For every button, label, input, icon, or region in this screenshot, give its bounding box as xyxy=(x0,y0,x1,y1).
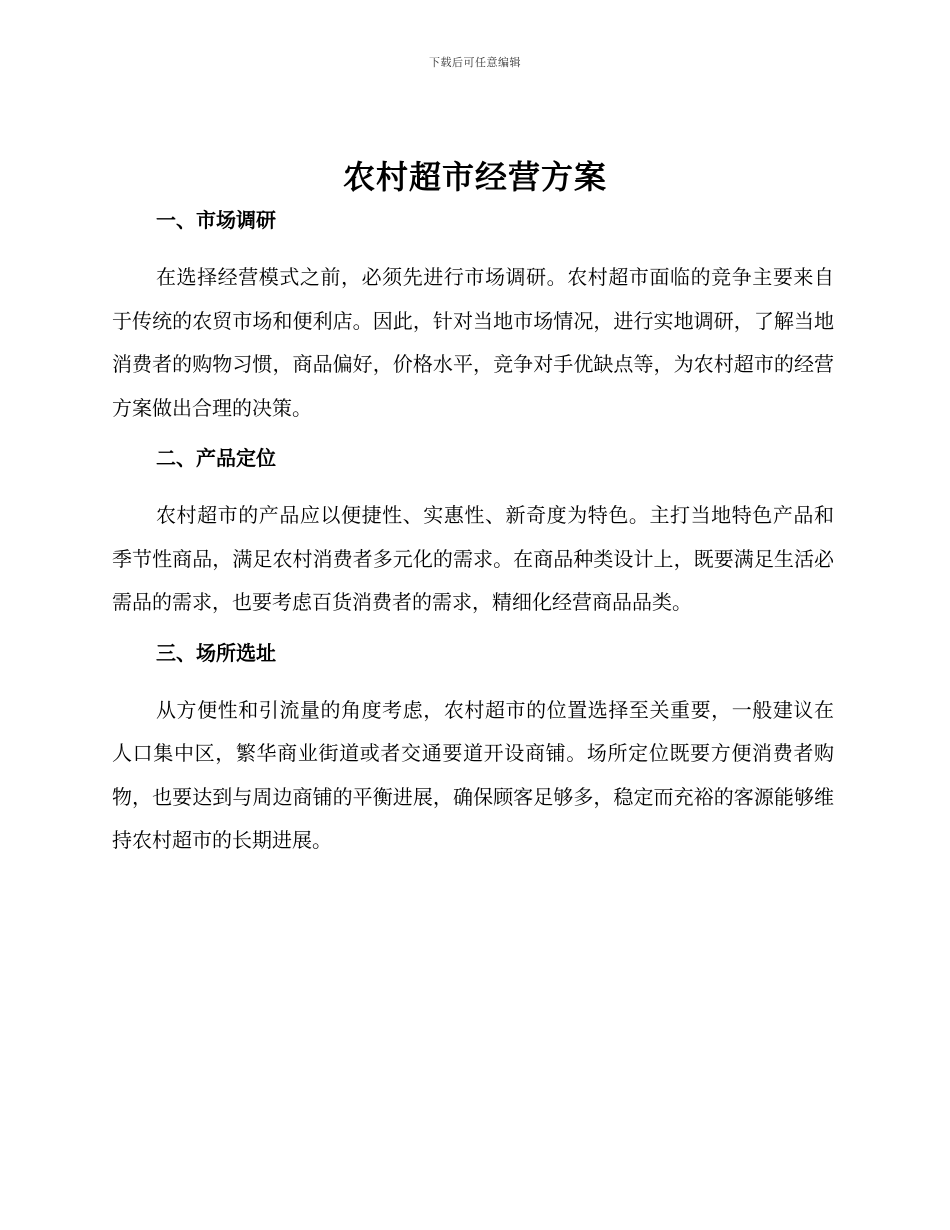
section-product-positioning xyxy=(112,442,834,625)
section-paragraph: 在选择经营模式之前，必须先进行市场调研。农村超市面临的竞争主要来自于传统的农贸市场和便利店。因此，针对当地市场情况，进行实地调研，了解当地消费者的购物习惯，商品偏好，价格水平，竞争对手优缺点等，为农村超市的经营方案做出合理的决策。 xyxy=(112,265,834,420)
section-site-selection xyxy=(112,637,834,863)
section-paragraph: 农村超市的产品应以便捷性、实惠性、新奇度为特色。主打当地特色产品和季节性商品，满足农村消费者多元化的需求。在商品种类设计上，既要满足生活必需品的需求，也要考虑百货消费者的需求，精细化经营商品品类。 xyxy=(112,503,834,614)
section-heading: 二、产品定位 xyxy=(156,446,276,470)
header-note: 下载后可任意编辑 xyxy=(429,56,521,69)
section-market-research xyxy=(112,204,834,430)
document-title: 农村超市经营方案 xyxy=(342,158,607,196)
document-body xyxy=(112,204,834,875)
section-paragraph: 从方便性和引流量的角度考虑，农村超市的位置选择至关重要，一般建议在人口集中区，繁华商业街道或者交通要道开设商铺。场所定位既要方便消费者购物，也要达到与周边商铺的平衡进展，确保顾客足够多，稳定而充裕的客源能够维持农村超市的长期进展。 xyxy=(112,697,834,852)
section-heading: 三、场所选址 xyxy=(156,640,276,665)
section-heading: 一、市场调研 xyxy=(156,208,276,232)
